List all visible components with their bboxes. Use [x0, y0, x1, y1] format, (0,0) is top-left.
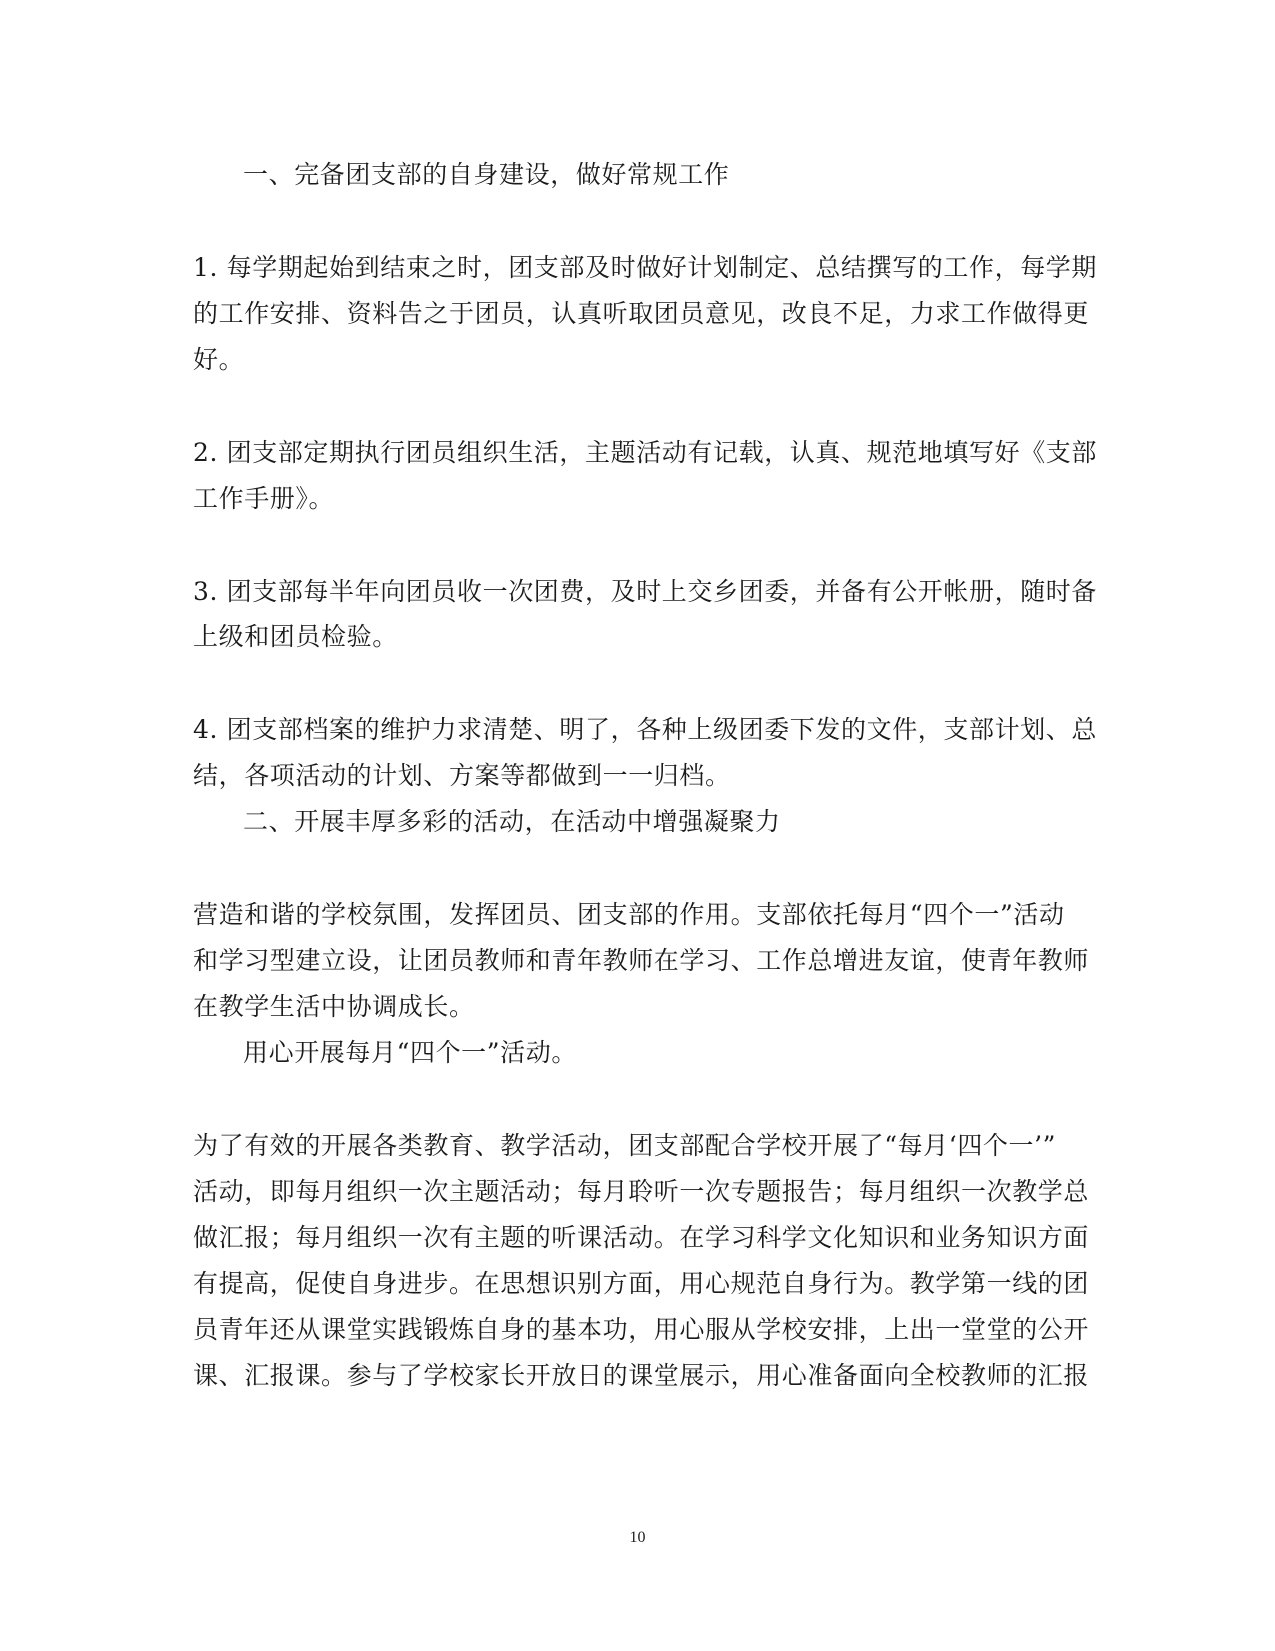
paragraph-line: 活动，即每月组织一次主题活动；每月聆听一次专题报告；每月组织一次教学总	[193, 1177, 1090, 1206]
paragraph-line: 4. 团支部档案的维护力求清楚、明了，各种上级团委下发的文件，支部计划、总	[193, 715, 1098, 744]
paragraph-line: 的工作安排、资料告之于团员，认真听取团员意见，改良不足，力求工作做得更	[193, 299, 1090, 328]
page-number: 10	[629, 1529, 646, 1546]
paragraph-line: 上级和团员检验。	[193, 622, 398, 651]
paragraph-line: 2. 团支部定期执行团员组织生活，主题活动有记载，认真、规范地填写好《支部	[193, 438, 1098, 467]
paragraph-line: 员青年还从课堂实践锻炼自身的基本功，用心服从学校安排，上出一堂堂的公开	[193, 1315, 1090, 1344]
paragraph-line: 好。	[193, 345, 245, 374]
paragraph-line: 营造和谐的学校氛围，发挥团员、团支部的作用。支部依托每月“四个一”活动	[193, 900, 1065, 929]
paragraph-line: 课、汇报课。参与了学校家长开放日的课堂展示，用心准备面向全校教师的汇报	[193, 1361, 1090, 1390]
paragraph-line: 3. 团支部每半年向团员收一次团费，及时上交乡团委，并备有公开帐册，随时备	[193, 577, 1098, 606]
paragraph-line: 在教学生活中协调成长。	[193, 992, 475, 1021]
paragraph-line: 有提高，促使自身进步。在思想识别方面，用心规范自身行为。教学第一线的团	[193, 1269, 1090, 1298]
paragraph-line: 1. 每学期起始到结束之时，团支部及时做好计划制定、总结撰写的工作，每学期	[193, 253, 1098, 282]
subheading: 用心开展每月“四个一”活动。	[243, 1038, 577, 1067]
paragraph-line: 做汇报；每月组织一次有主题的听课活动。在学习科学文化知识和业务知识方面	[193, 1223, 1090, 1252]
section-heading-2: 二、开展丰厚多彩的活动，在活动中增强凝聚力	[243, 807, 781, 836]
paragraph-line: 为了有效的开展各类教育、教学活动，团支部配合学校开展了“每月‘四个一’”	[193, 1131, 1057, 1160]
paragraph-line: 结，各项活动的计划、方案等都做到一一归档。	[193, 761, 731, 790]
paragraph-line: 和学习型建立设，让团员教师和青年教师在学习、工作总增进友谊，使青年教师	[193, 946, 1090, 975]
section-heading-1: 一、完备团支部的自身建设，做好常规工作	[243, 160, 730, 189]
paragraph-line: 工作手册》。	[193, 484, 335, 513]
